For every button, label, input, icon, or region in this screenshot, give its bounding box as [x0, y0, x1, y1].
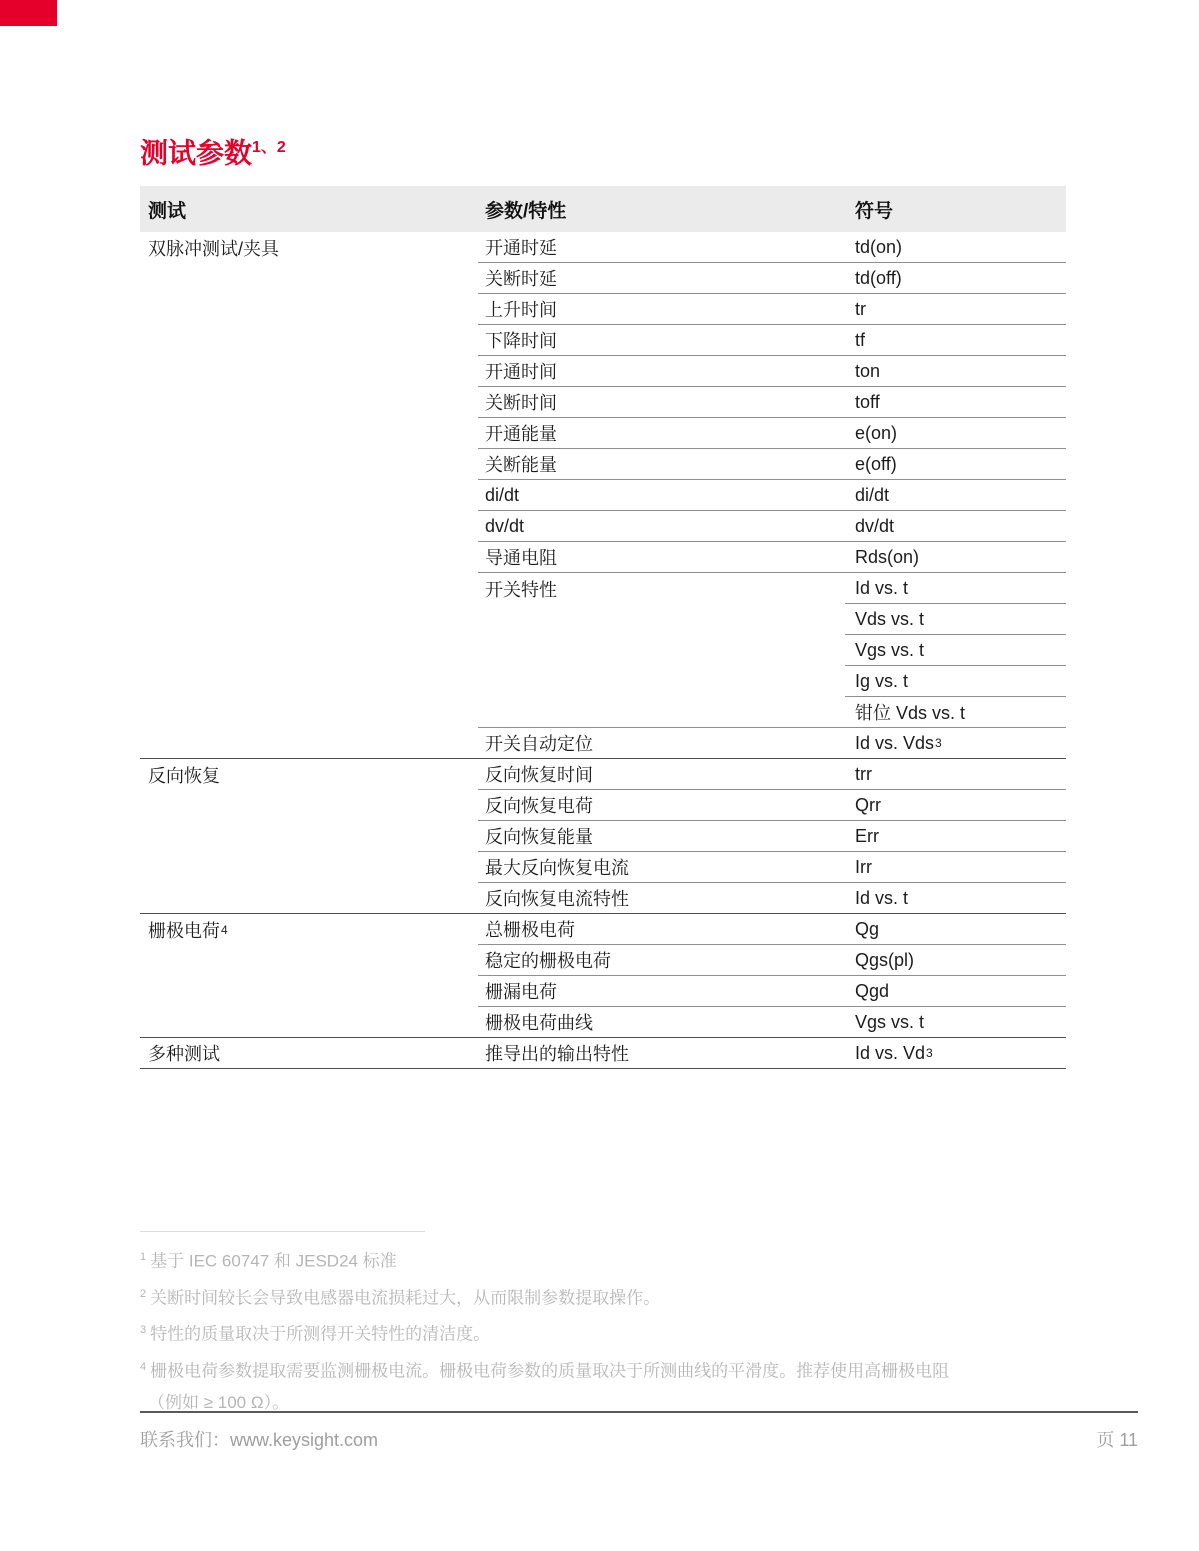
table-row	[140, 387, 1066, 418]
param-cell: 栅漏电荷	[478, 976, 845, 1007]
test-cell	[140, 1007, 478, 1038]
page-title-superscript: 1、2	[252, 139, 286, 156]
test-cell	[140, 728, 478, 759]
symbol-cell: td(off)	[845, 263, 1066, 294]
param-cell: 关断时间	[478, 387, 845, 418]
test-cell	[140, 697, 478, 728]
test-cell	[140, 852, 478, 883]
param-cell: 反向恢复电流特性	[478, 883, 845, 914]
param-cell	[478, 666, 845, 697]
param-cell	[478, 697, 845, 728]
symbol-cell: tf	[845, 325, 1066, 356]
test-parameters-table	[140, 186, 1066, 1069]
brand-corner-tab	[0, 0, 57, 26]
test-cell	[140, 356, 478, 387]
param-cell: 开通时间	[478, 356, 845, 387]
table-row	[140, 480, 1066, 511]
header-parameter: 参数/特性	[485, 200, 567, 222]
test-cell	[140, 511, 478, 542]
param-cell: 关断能量	[478, 449, 845, 480]
test-cell	[140, 945, 478, 976]
page-number: 页 11	[1096, 1430, 1138, 1450]
symbol-cell: e(on)	[845, 418, 1066, 449]
symbol-cell: Qg	[845, 914, 1066, 945]
footer-divider	[140, 1411, 1138, 1413]
symbol-cell: di/dt	[845, 480, 1066, 511]
param-cell	[478, 635, 845, 666]
header-symbol: 符号	[855, 200, 894, 222]
param-cell: 开通时延	[478, 232, 845, 263]
table-row	[140, 635, 1066, 666]
table-row	[140, 883, 1066, 914]
symbol-cell: dv/dt	[845, 511, 1066, 542]
test-cell: 栅极电荷 4	[148, 920, 228, 941]
param-cell: 推导出的输出特性	[478, 1038, 845, 1069]
symbol-cell: Id vs. Vd 3	[845, 1038, 1066, 1069]
footnote-marker: 3	[140, 1324, 147, 1337]
table-row	[140, 728, 1066, 759]
test-cell	[140, 325, 478, 356]
param-cell: di/dt	[478, 480, 845, 511]
param-cell	[478, 604, 845, 635]
symbol-cell: Vds vs. t	[845, 604, 1066, 635]
footnote-continuation: （例如 ≥ 100 Ω）。	[148, 1392, 290, 1412]
symbol-cell: Vgs vs. t	[845, 635, 1066, 666]
table-row	[140, 325, 1066, 356]
symbol-cell: Vgs vs. t	[845, 1007, 1066, 1038]
test-cell	[140, 573, 478, 604]
test-cell: 多种测试	[140, 1038, 478, 1069]
symbol-cell: trr	[845, 759, 1066, 790]
footnote: $^4$ 栅极电荷参数提取需要监测栅极电流。栅极电荷参数的质量取决于所测曲线的平滑度。推荐使用高栅极电阻 （例如 ≥ 100 Ω）。	[140, 1356, 1075, 1414]
table-row	[140, 852, 1066, 883]
table-row	[140, 511, 1066, 542]
footnote-marker: 4	[140, 1360, 147, 1373]
header-test: 测试	[148, 200, 187, 222]
param-cell: 反向恢复能量	[478, 821, 845, 852]
symbol-cell: 钳位 Vds vs. t	[845, 697, 1066, 728]
table-row	[140, 914, 1066, 945]
param-cell: 稳定的栅极电荷	[478, 945, 845, 976]
page-title-text: 测试参数	[140, 137, 253, 169]
footnote-marker: 2	[140, 1287, 147, 1300]
table-row	[140, 976, 1066, 1007]
symbol-cell: Irr	[845, 852, 1066, 883]
table-row	[140, 263, 1066, 294]
symbol-cell: Qgd	[845, 976, 1066, 1007]
symbol-cell: toff	[845, 387, 1066, 418]
param-cell: 最大反向恢复电流	[478, 852, 845, 883]
test-cell	[140, 387, 478, 418]
test-cell	[140, 480, 478, 511]
symbol-cell: Id vs. t	[845, 573, 1066, 604]
symbol-cell: Ig vs. t	[845, 666, 1066, 697]
param-cell: 导通电阻	[478, 542, 845, 573]
table-row	[140, 945, 1066, 976]
table-row	[140, 1007, 1066, 1038]
test-cell	[140, 883, 478, 914]
contact-text	[140, 1426, 378, 1452]
footnote: $^1$ 基于 IEC 60747 和 JESD24 标准	[140, 1251, 397, 1271]
test-cell	[140, 635, 478, 666]
symbol-cell: tr	[845, 294, 1066, 325]
footnotes-block	[140, 1231, 1075, 1424]
param-cell: 总栅极电荷	[478, 914, 845, 945]
test-cell	[140, 294, 478, 325]
table-row	[140, 604, 1066, 635]
test-cell	[140, 790, 478, 821]
table-row	[140, 821, 1066, 852]
page-footer	[140, 1411, 1138, 1452]
symbol-cell: Qgs(pl)	[845, 945, 1066, 976]
table-body	[140, 232, 1066, 1069]
footnote-divider	[140, 1231, 425, 1232]
test-cell	[140, 263, 478, 294]
symbol-cell: Rds(on)	[845, 542, 1066, 573]
table-row	[140, 759, 1066, 790]
table-row	[140, 232, 1066, 263]
param-cell: 开通能量	[478, 418, 845, 449]
param-cell: 关断时延	[478, 263, 845, 294]
footnote-marker: 1	[140, 1251, 147, 1263]
footnote: $^3$ 特性的质量取决于所测得开关特性的清洁度。	[140, 1324, 491, 1344]
table-row	[140, 666, 1066, 697]
param-cell: 上升时间	[478, 294, 845, 325]
table-row	[140, 418, 1066, 449]
keysight-link[interactable]: www.keysight.com	[230, 1430, 379, 1450]
test-cell	[140, 449, 478, 480]
table-row	[140, 697, 1066, 728]
symbol-cell: ton	[845, 356, 1066, 387]
param-cell: 下降时间	[478, 325, 845, 356]
contact-label: 联系我们：	[140, 1430, 230, 1450]
table-row	[140, 356, 1066, 387]
page-title	[140, 131, 286, 170]
table-row	[140, 542, 1066, 573]
symbol-cell: Id vs. t	[845, 883, 1066, 914]
test-cell	[140, 542, 478, 573]
table-row	[140, 573, 1066, 604]
table-row	[140, 790, 1066, 821]
param-cell: 开关特性	[485, 579, 557, 600]
param-cell: dv/dt	[478, 511, 845, 542]
param-cell: 栅极电荷曲线	[478, 1007, 845, 1038]
test-cell	[140, 976, 478, 1007]
test-cell	[140, 666, 478, 697]
footnote-list	[140, 1246, 1075, 1414]
test-cell	[140, 604, 478, 635]
test-cell	[140, 821, 478, 852]
test-cell: 反向恢复	[148, 765, 220, 786]
table-header-row	[140, 186, 1066, 232]
symbol-cell: Qrr	[845, 790, 1066, 821]
symbol-cell: Id vs. Vds 3	[845, 728, 1066, 759]
test-cell: 双脉冲测试/夹具	[148, 238, 280, 259]
symbol-cell: Err	[845, 821, 1066, 852]
param-cell: 开关自动定位	[478, 728, 845, 759]
table-row	[140, 1038, 1066, 1069]
table-row	[140, 449, 1066, 480]
param-cell: 反向恢复电荷	[478, 790, 845, 821]
footnote: $^2$ 关断时间较长会导致电感器电流损耗过大，从而限制参数提取操作。	[140, 1287, 661, 1308]
symbol-cell: td(on)	[845, 232, 1066, 263]
symbol-cell: e(off)	[845, 449, 1066, 480]
table-row	[140, 294, 1066, 325]
param-cell: 反向恢复时间	[478, 759, 845, 790]
test-cell	[140, 418, 478, 449]
